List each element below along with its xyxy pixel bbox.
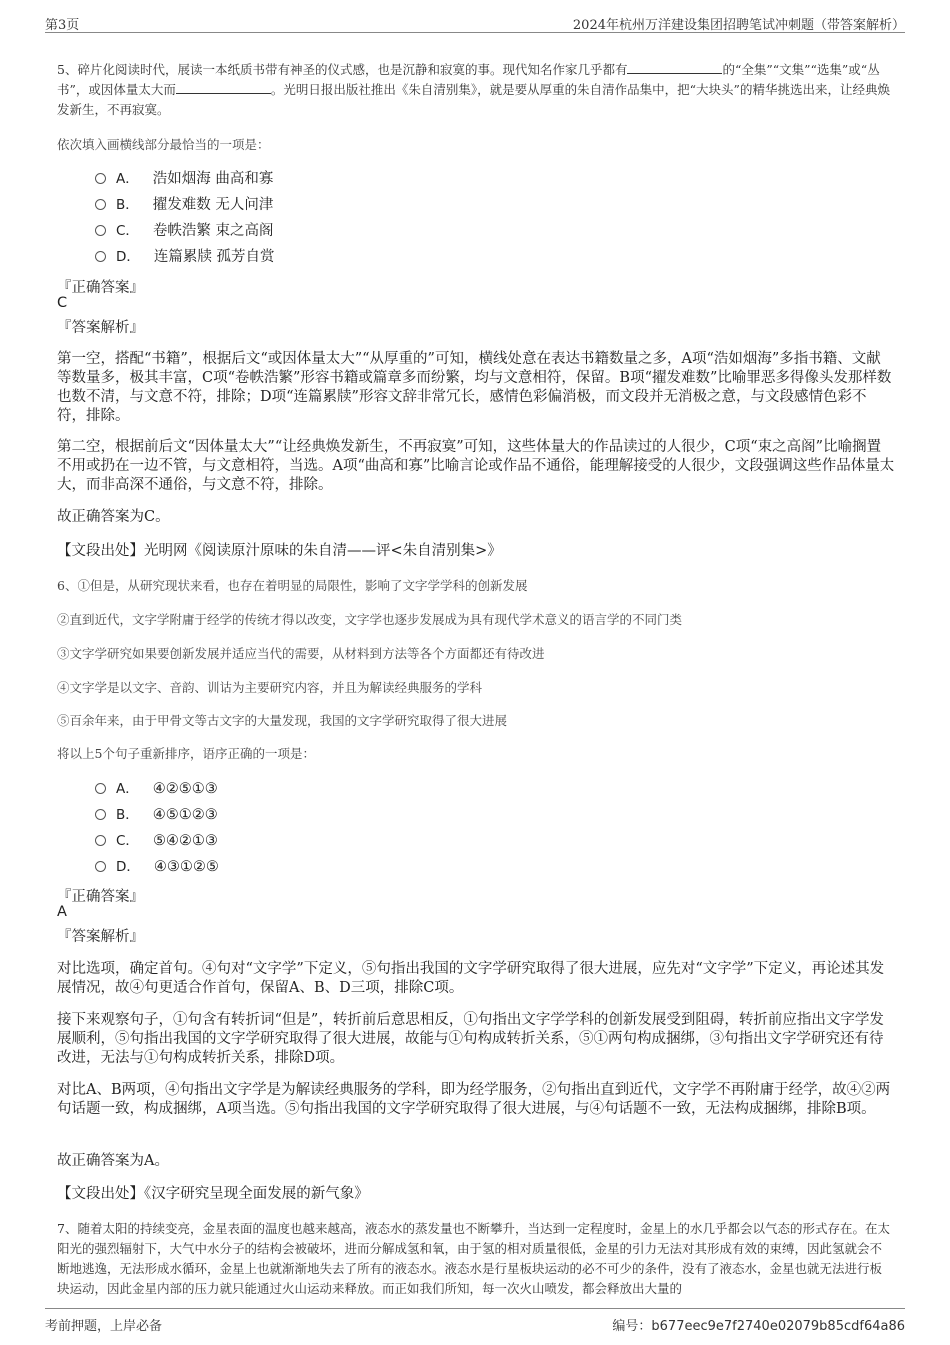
analysis-label: 『答案解析』 (57, 320, 144, 336)
analysis-paragraph: 接下来观察句子，①句含有转折词“但是”，转折前后意思相反，①句指出文字学学科的创新发展受到阻碍，转折前应指出文字学发展顺利，⑤句指出我国的文字学研究取得了很大进展，故能与①句构成转折关系，⑤①两句构成捆绑，③句指出文字学研究还有待改进，无法与①句构成转折关系，排除D项。 (57, 1012, 884, 1066)
page-footer (45, 1308, 905, 1334)
correct-answer-label: 『正确答案』 (57, 889, 144, 905)
page-number: 第3页 (45, 18, 80, 33)
radio-icon[interactable] (95, 861, 106, 872)
q5-option-b[interactable]: B． 擢发难数 无人问津 (95, 195, 273, 215)
q6-option-a[interactable]: A． ④②⑤①③ (95, 779, 218, 799)
analysis-conclusion: 故正确答案为C。 (57, 509, 170, 525)
q6-sentence-3: ③文字学研究如果要创新发展并适应当代的需要，从材料到方法等各个方面都还有待改进 (57, 646, 545, 661)
radio-icon[interactable] (95, 225, 106, 236)
correct-answer: C (57, 295, 68, 311)
q5-option-a[interactable]: A． 浩如烟海 曲高和寡 (95, 169, 273, 189)
source-citation: 【文段出处】《汉字研究呈现全面发展的新气象》 (57, 1186, 369, 1202)
analysis-paragraph: 第二空，根据前后文“因体量太大”“让经典焕发新生，不再寂寞”可知，这些体量大的作品读过的人很少，C项“束之高阁”比喻搁置不用或扔在一边不管，与文意相符，当选。A项“曲高和寡”比喻言论或作品不通俗，能理解接受的人很少，文段强调这些作品体量太大，而非高深不通俗，与文意不符，排除。 (57, 439, 895, 493)
radio-icon[interactable] (95, 199, 106, 210)
question-7-stem: 7、随着太阳的持续变亮，金星表面的温度也越来越高，液态水的蒸发量也不断攀升，当达到一定程度时，金星上的水几乎都会以气态的形式存在。在太阳光的强烈辐射下，大气中水分子的结构会被破坏，进而分解成氢和氧，由于氢的相对质量很低，金星的引力无法对其形成有效的束缚，因此氢就会不断地逃逸，无法形成水循环，金星上也就渐渐地失去了所有的液态水。液态水是行星板块运动的必不可少的条件，没有了液态水，金星也就无法进行板块运动，因此金星内部的压力就只能通过火山运动来释放。而正如我们所知，每一次火山喷发，都会释放出大量的 (57, 1221, 890, 1296)
question-5-prompt: 依次填入画横线部分最恰当的一项是： (57, 137, 270, 152)
analysis-paragraph: 对比A、B两项，④句指出文字学是为解读经典服务的学科，即为经学服务，②句指出直到近代，文字学不再附庸于经学，故④②两句话题一致，构成捆绑，A项当选。⑤句指出我国的文字学研究取得了很大进展，与④句话题不一致，无法构成捆绑，排除B项。 (57, 1082, 891, 1117)
analysis-paragraph: 对比选项，确定首句。④句对“文字学”下定义，⑤句指出我国的文字学研究取得了很大进展，应先对“文字学”下定义，再论述其发展情况，故④句更适合作首句，保留A、B、D三项，排除C项。 (57, 961, 885, 996)
q6-sentence-1: 6、①但是，从研究现状来看，也存在着明显的局限性，影响了文字学学科的创新发展 (57, 578, 528, 593)
question-6-prompt: 将以上5个句子重新排序，语序正确的一项是： (57, 746, 315, 761)
q6-option-b[interactable]: B． ④⑤①②③ (95, 805, 218, 825)
footer-slogan: 考前押题，上岸必备 (45, 1319, 163, 1334)
page-header (45, 12, 905, 33)
radio-icon[interactable] (95, 251, 106, 262)
question-5-stem: 5、碎片化阅读时代，展读一本纸质书带有神圣的仪式感，也是沉静和寂寞的事。现代知名作家几乎都有 的“全集”“文集”“选集”或“丛书”，或因体量太大而 。光明日报出版社推出《朱自清别集》，就是要从厚重的朱自清作品集中，把“大块头”的精华挑选出来，让经典焕发新生，不再寂寞。 (57, 62, 890, 117)
source-citation: 【文段出处】光明网《阅读原汁原味的朱自清——评<朱自清别集>》 (57, 543, 502, 559)
radio-icon[interactable] (95, 809, 106, 820)
q5-option-c[interactable]: C． 卷帙浩繁 束之高阁 (95, 221, 274, 241)
analysis-conclusion: 故正确答案为A。 (57, 1153, 169, 1169)
radio-icon[interactable] (95, 835, 106, 846)
blank-2 (176, 81, 271, 94)
q5-option-d[interactable]: D． 连篇累牍 孤芳自赏 (95, 247, 275, 267)
q6-sentence-2: ②直到近代，文字学附庸于经学的传统才得以改变，文字学也逐步发展成为具有现代学术意义的语言学的不同门类 (57, 612, 683, 627)
correct-answer-label: 『正确答案』 (57, 280, 144, 296)
blank-1 (627, 61, 722, 74)
radio-icon[interactable] (95, 783, 106, 794)
analysis-label: 『答案解析』 (57, 929, 144, 945)
document-id: 编号：b677eec9e7f2740e02079b85cdf64a86 (612, 1319, 905, 1334)
correct-answer: A (57, 904, 67, 920)
radio-icon[interactable] (95, 173, 106, 184)
q6-option-c[interactable]: C． ⑤④②①③ (95, 831, 218, 851)
q6-option-d[interactable]: D． ④③①②⑤ (95, 857, 219, 877)
analysis-paragraph: 第一空，搭配“书籍”，根据后文“或因体量太大”“从厚重的”可知，横线处意在表达书籍数量之多，A项“浩如烟海”多指书籍、文献等数量多，极其丰富，C项“卷帙浩繁”形容书籍或篇章多而纷繁，均与文意相符，保留。B项“擢发难数”比喻罪恶多得像头发那样数也数不清，与文意不符，排除；D项“连篇累牍”形容文辞非常冗长，感情色彩偏消极，而文段并无消极之意，与文段感情色彩不符，排除。 (57, 351, 892, 424)
q6-sentence-4: ④文字学是以文字、音韵、训诂为主要研究内容，并且为解读经典服务的学科 (57, 680, 483, 695)
document-title: 2024年杭州万洋建设集团招聘笔试冲刺题（带答案解析） (572, 18, 905, 33)
q6-sentence-5: ⑤百余年来，由于甲骨文等古文字的大量发现，我国的文字学研究取得了很大进展 (57, 713, 508, 728)
